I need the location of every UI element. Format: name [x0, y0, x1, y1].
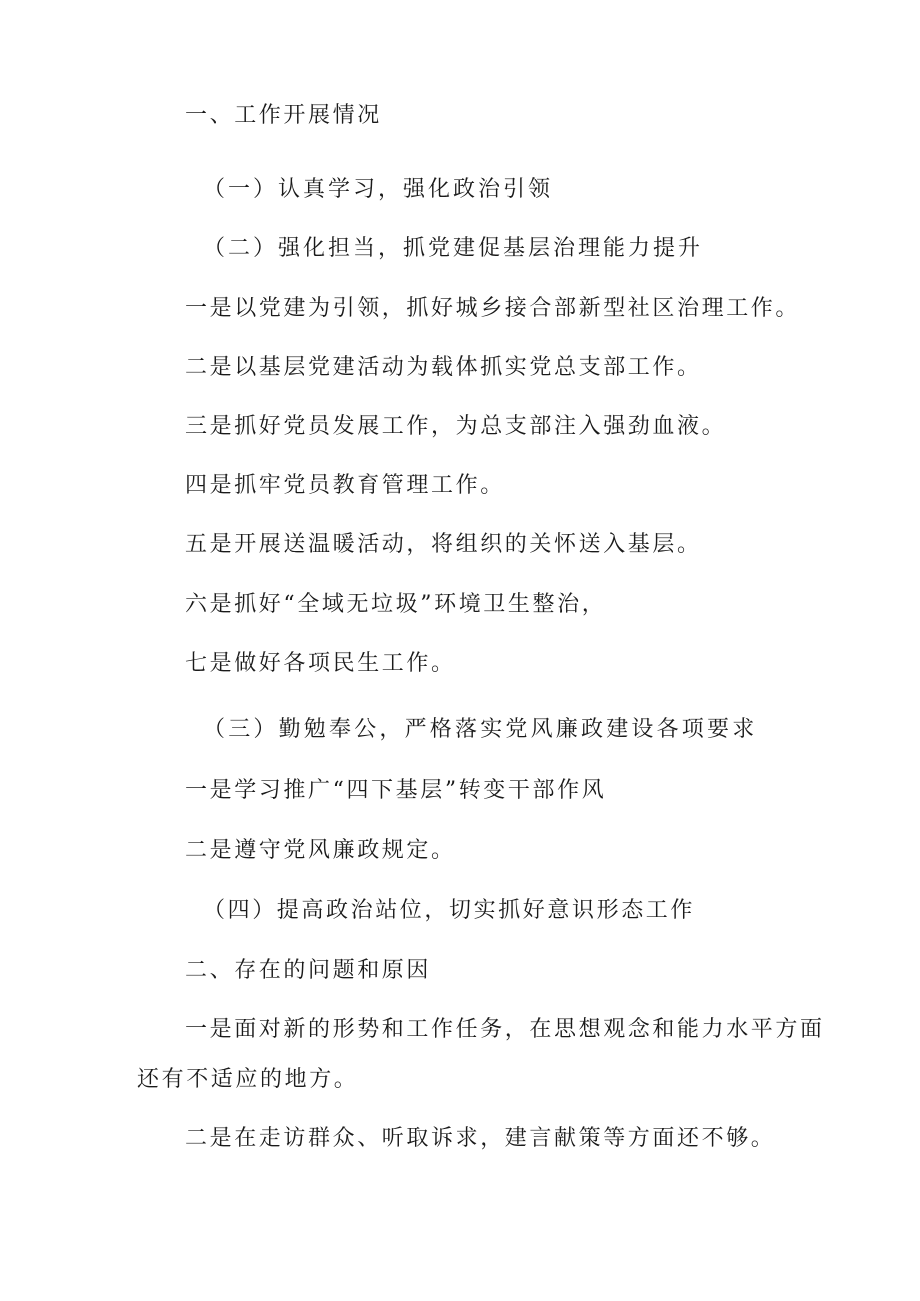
paragraph-line: 一是学习推广“四下基层”转变干部作风 [185, 778, 607, 803]
subsection-heading-2: （二）强化担当，抓党建促基层治理能力提升 [203, 236, 704, 261]
section-heading-2: 二、存在的问题和原因 [185, 958, 432, 983]
paragraph-line: 五是开展送温暖活动，将组织的关怀送入基层。 [185, 532, 702, 557]
paragraph-line: 六是抓好“全域无垃圾”环境卫生整治， [185, 592, 607, 617]
subsection-heading-4: （四）提高政治站位，切实抓好意识形态工作 [203, 898, 696, 923]
paragraph-line: 二是以基层党建活动为载体抓实党总支部工作。 [185, 355, 702, 380]
paragraph-continuation-line: 还有不适应的地方。 [137, 1067, 359, 1092]
paragraph-line: 一是面对新的形势和工作任务，在思想观念和能力水平方面 [185, 1017, 825, 1042]
subsection-heading-3: （三）勤勉奉公，严格落实党风廉政建设各项要求 [203, 717, 758, 742]
paragraph-line: 七是做好各项民生工作。 [185, 651, 456, 676]
section-heading-1: 一、工作开展情况 [185, 103, 382, 128]
paragraph-line: 三是抓好党员发展工作，为总支部注入强劲血液。 [185, 414, 727, 439]
paragraph-line: 四是抓牢党员教育管理工作。 [185, 473, 505, 498]
subsection-heading-1: （一）认真学习，强化政治引领 [203, 177, 554, 202]
paragraph-line: 二是遵守党风廉政规定。 [185, 838, 456, 863]
paragraph-line: 二是在走访群众、听取诉求，建言献策等方面还不够。 [185, 1126, 776, 1151]
paragraph-line: 一是以党建为引领，抓好城乡接合部新型社区治理工作。 [185, 296, 801, 321]
